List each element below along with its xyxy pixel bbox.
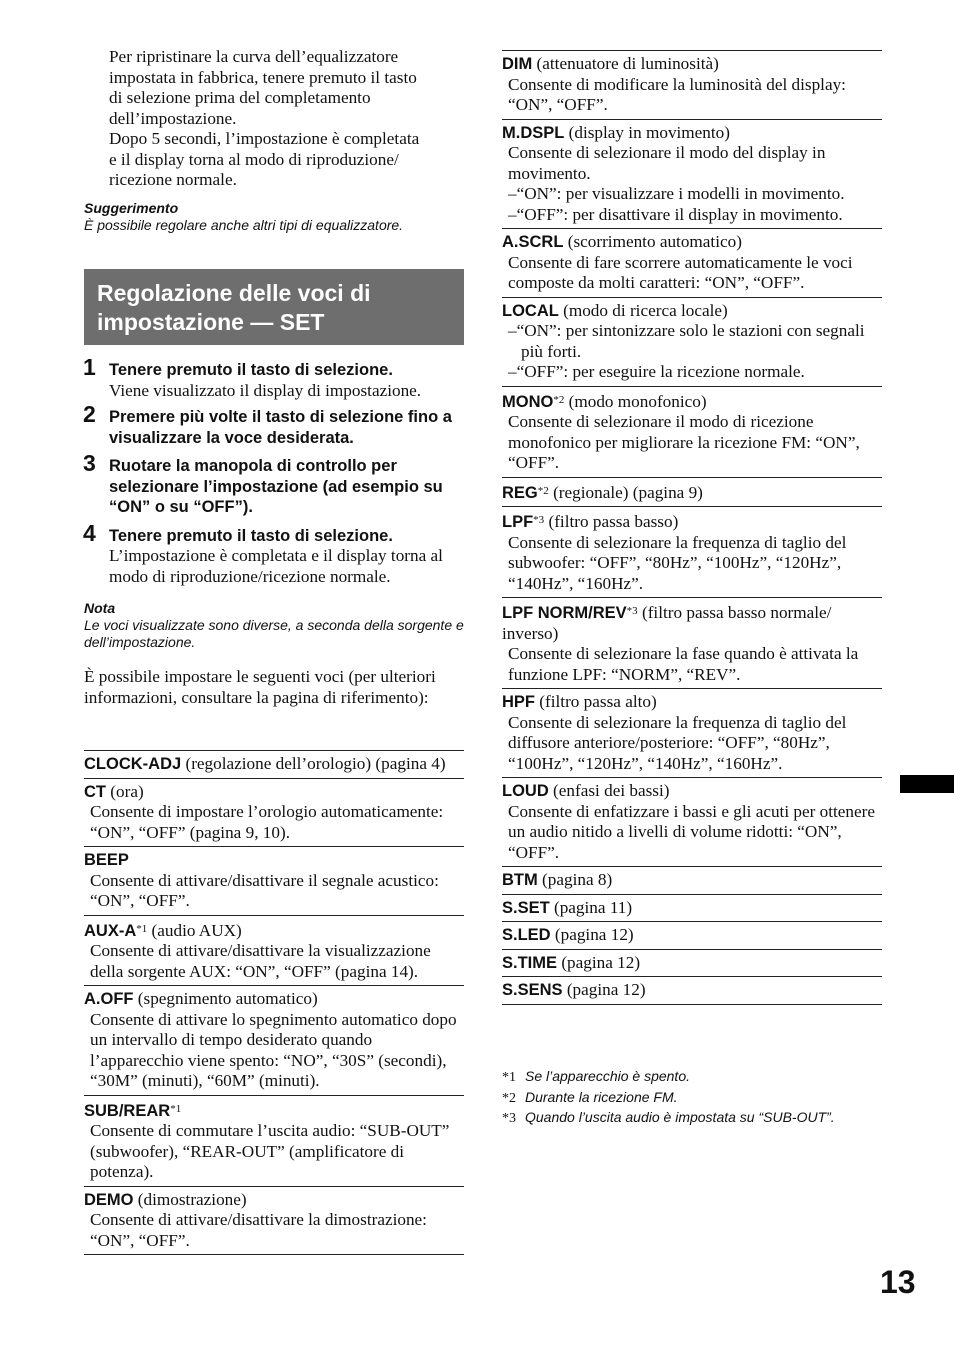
- settings-table-right: [502, 50, 882, 1005]
- intro-block: [84, 47, 464, 234]
- setting-description: Consente di selezionare il modo del display in movimento.: [508, 143, 826, 183]
- step-text: Ruotare la manopola di controllo per selezionare l’impostazione (ad esempio su “ON” o su “OFF”).: [109, 457, 443, 516]
- setting-entry: [84, 750, 464, 778]
- intro-line: dell’impostazione.: [109, 108, 237, 128]
- footnote: [502, 1088, 882, 1109]
- tip-title: Suggerimento: [84, 199, 179, 216]
- setting-keyword: LOUD: [502, 782, 549, 800]
- section-title-line: Regolazione delle voci di: [97, 280, 371, 306]
- setting-description: Consente di attivare/disattivare la visualizzazione della sorgente AUX: “ON”, “OFF” (pagina 14).: [90, 941, 431, 981]
- setting-header: [502, 54, 882, 75]
- setting-header: [502, 601, 882, 644]
- setting-description: Consente di enfatizzare i bassi e gli acuti per ottenere un audio nitido a livelli di volume ridotti: “ON”, “OFF”.: [508, 801, 875, 862]
- intro-line: Per ripristinare la curva dell’equalizzatore: [109, 47, 399, 66]
- footnote-ref: *1: [170, 1102, 182, 1115]
- setting-label: (filtro passa basso): [544, 512, 679, 531]
- footnote-mark: *1: [502, 1070, 516, 1085]
- footnote: [502, 1067, 882, 1088]
- setting-label: (modo di ricerca locale): [558, 300, 728, 320]
- setting-entry: [502, 506, 882, 597]
- step-item: [83, 519, 464, 588]
- setting-label: (audio AUX): [147, 920, 242, 940]
- setting-header: [502, 481, 882, 504]
- setting-header: [502, 692, 882, 713]
- setting-entry: [502, 119, 882, 229]
- setting-entry: [502, 949, 882, 977]
- setting-header: [502, 301, 882, 322]
- setting-header: [84, 989, 464, 1010]
- setting-entry: [84, 985, 464, 1095]
- footnote-ref: *3: [533, 514, 545, 526]
- setting-header: [84, 754, 464, 775]
- intro-line: ricezione normale.: [109, 170, 237, 189]
- setting-entry: [502, 688, 882, 777]
- footnote-text: Se l’apparecchio è spento.: [525, 1068, 690, 1084]
- setting-entry: [84, 915, 464, 986]
- setting-keyword: CLOCK-ADJ: [84, 755, 182, 773]
- setting-entry: [84, 778, 464, 847]
- setting-entry: [502, 228, 882, 297]
- intro-line: e il display torna al modo di riproduzione/: [109, 149, 399, 169]
- note-title: Nota: [84, 600, 116, 616]
- setting-description: Consente di fare scorrere automaticamente le voci composte da molti caratteri: “ON”, “OFF”.: [508, 252, 853, 292]
- step-number: 2: [83, 401, 96, 427]
- setting-description: Consente di attivare/disattivare il segnale acustico: “ON”, “OFF”.: [90, 870, 439, 910]
- footnote-mark: *3: [502, 1111, 516, 1126]
- setting-keyword: REG: [502, 483, 538, 502]
- setting-entry: [84, 1095, 464, 1186]
- setting-header: [502, 898, 882, 919]
- setting-label: (enfasi dei bassi): [548, 781, 670, 800]
- setting-option: –“ON”: per sintonizzare solo le stazioni con segnali più forti.: [508, 321, 865, 361]
- step-text: Tenere premuto il tasto di selezione.: [109, 361, 393, 379]
- setting-description: Consente di selezionare la frequenza di taglio del diffusore anteriore/posteriore: “OFF”, “80Hz”, “100Hz”, “120Hz”, “140Hz”, “160Hz”.: [508, 712, 847, 773]
- setting-keyword: HPF: [502, 693, 535, 711]
- setting-label: (regolazione dell’orologio) (pagina 4): [181, 754, 446, 773]
- setting-description: Consente di attivare lo spegnimento automatico dopo un intervallo di tempo desiderato quando l’apparecchio viene spento: “NO”, “30S” (secondi), “30M” (minuti), “60M” (minuti).: [90, 1009, 457, 1090]
- setting-entry: [502, 597, 882, 688]
- setting-keyword: DEMO: [84, 1190, 134, 1209]
- setting-keyword: S.LED: [502, 926, 551, 944]
- setting-entry: [502, 50, 882, 119]
- intro-line: impostata in fabbrica, tenere premuto il tasto: [109, 67, 417, 87]
- setting-header: [502, 232, 882, 253]
- setting-label: (pagina 12): [562, 980, 646, 999]
- setting-header: [502, 781, 882, 802]
- setting-entry: [502, 866, 882, 894]
- setting-description: Consente di selezionare la fase quando è attivata la funzione LPF: “NORM”, “REV”.: [508, 644, 859, 684]
- setting-entry: [84, 846, 464, 915]
- footnotes: [502, 1067, 882, 1129]
- setting-header: [84, 1099, 464, 1122]
- setting-keyword: S.SENS: [502, 981, 563, 999]
- footnote-text: Durante la ricezione FM.: [525, 1088, 678, 1105]
- note-text: Le voci visualizzate sono diverse, a seconda della sorgente e dell’impostazione.: [84, 617, 464, 650]
- setting-description: Consente di selezionare la frequenza di taglio del subwoofer: “OFF”, “80Hz”, “100Hz”, “120Hz”, “140Hz”, “160Hz”.: [508, 532, 847, 593]
- setting-label: (filtro passa alto): [535, 692, 657, 711]
- intro-line: Dopo 5 secondi, l’impostazione è completata: [109, 129, 420, 148]
- setting-keyword: CT: [84, 782, 106, 801]
- footnote-mark: *2: [502, 1090, 516, 1106]
- steps-list: [83, 354, 464, 587]
- setting-keyword: LPF NORM/REV: [502, 604, 627, 622]
- tip-text: È possibile regolare anche altri tipi di equalizzatore.: [84, 216, 404, 233]
- setting-header: [502, 123, 882, 144]
- setting-label: (filtro passa basso normale/ inverso): [502, 603, 832, 643]
- setting-label: (scorrimento automatico): [563, 232, 742, 251]
- setting-description: Consente di commutare l’uscita audio: “SUB-OUT” (subwoofer), “REAR-OUT” (amplificatore di potenza).: [90, 1121, 450, 1181]
- footnote: [502, 1108, 882, 1129]
- step-item: [83, 401, 464, 448]
- footnote-ref: *2: [537, 484, 549, 497]
- setting-label: (modo monofonico): [564, 391, 707, 411]
- setting-keyword: A.OFF: [84, 990, 134, 1008]
- setting-entry: [84, 1186, 464, 1256]
- setting-label: (pagina 12): [557, 952, 641, 972]
- setting-label: (spegnimento automatico): [133, 989, 318, 1008]
- footnote-ref: *3: [626, 605, 638, 617]
- setting-header: [502, 870, 882, 891]
- footnote-ref: *2: [553, 393, 565, 406]
- step-text: Tenere premuto il tasto di selezione.: [109, 526, 393, 545]
- setting-entry: [502, 921, 882, 949]
- setting-header: [502, 925, 882, 946]
- step-item: [83, 450, 464, 518]
- setting-header: [502, 510, 882, 533]
- setting-label: (regionale) (pagina 9): [548, 482, 703, 502]
- step-item: [83, 354, 464, 401]
- setting-option: –“ON”: per visualizzare i modelli in movimento.: [508, 184, 845, 203]
- setting-header: [84, 919, 464, 942]
- setting-entry: [502, 297, 882, 386]
- step-note: L’impostazione è completata e il display torna al modo di riproduzione/ricezione normale.: [109, 546, 443, 586]
- setting-label: (pagina 12): [550, 925, 634, 944]
- setting-header: [502, 953, 882, 974]
- setting-label: (attenuatore di luminosità): [532, 54, 719, 73]
- setting-entry: [502, 976, 882, 1005]
- setting-header: [84, 850, 464, 871]
- setting-description: Consente di attivare/disattivare la dimostrazione: “ON”, “OFF”.: [90, 1210, 427, 1250]
- step-note: Viene visualizzato il display di impostazione.: [109, 380, 422, 400]
- setting-header: [84, 782, 464, 803]
- setting-header: [502, 390, 882, 413]
- setting-label: (pagina 11): [549, 897, 633, 917]
- setting-label: (ora): [106, 781, 144, 801]
- setting-entry: [502, 386, 882, 477]
- setting-keyword: A.SCRL: [502, 233, 564, 251]
- setting-label: (display in movimento): [564, 122, 730, 142]
- setting-keyword: DIM: [502, 55, 533, 73]
- setting-keyword: S.TIME: [502, 953, 558, 972]
- setting-description: Consente di selezionare il modo di ricezione monofonico per migliorare la ricezione FM: “ON”, “OFF”.: [508, 412, 860, 472]
- setting-description: Consente di modificare la luminosità del display: “ON”, “OFF”.: [508, 74, 846, 114]
- step-number: 4: [83, 519, 96, 546]
- setting-keyword: MONO: [502, 392, 554, 411]
- body-paragraph: È possibile impostare le seguenti voci (per ulteriori informazioni, consultare la pagina di riferimento):: [84, 667, 436, 707]
- setting-keyword: BEEP: [84, 851, 129, 869]
- setting-keyword: AUX-A: [84, 921, 137, 940]
- settings-table-left: [84, 750, 464, 1255]
- setting-keyword: BTM: [502, 871, 538, 889]
- section-tab-marker: [900, 775, 954, 793]
- setting-header: [84, 1190, 464, 1211]
- step-text: Premere più volte il tasto di selezione fino a visualizzare la voce desiderata.: [109, 408, 452, 447]
- setting-option: –“OFF”: per disattivare il display in movimento.: [508, 204, 843, 224]
- section-title-line: impostazione — SET: [97, 309, 325, 335]
- step-number: 1: [83, 354, 96, 380]
- section-title: [84, 269, 464, 345]
- setting-keyword: LOCAL: [502, 301, 559, 320]
- page-number: 13: [880, 1264, 916, 1300]
- setting-keyword: SUB/REAR: [84, 1101, 171, 1120]
- footnote-text: Quando l’uscita audio è impostata su “SUB-OUT”.: [525, 1109, 835, 1125]
- setting-entry: [502, 477, 882, 507]
- setting-label: (dimostrazione): [133, 1189, 247, 1209]
- setting-keyword: M.DSPL: [502, 123, 565, 142]
- setting-keyword: LPF: [502, 513, 534, 531]
- setting-entry: [502, 777, 882, 866]
- setting-description: Consente di impostare l’orologio automaticamente: “ON”, “OFF” (pagina 9, 10).: [90, 802, 444, 842]
- setting-option: –“OFF”: per eseguire la ricezione normale.: [508, 362, 805, 381]
- setting-header: [502, 980, 882, 1001]
- note-block: [84, 600, 464, 651]
- footnote-ref: *1: [136, 922, 148, 935]
- intro-line: di selezione prima del completamento: [109, 88, 371, 107]
- step-number: 3: [83, 450, 96, 476]
- setting-label: (pagina 8): [537, 870, 613, 889]
- setting-entry: [502, 894, 882, 922]
- setting-keyword: S.SET: [502, 898, 550, 917]
